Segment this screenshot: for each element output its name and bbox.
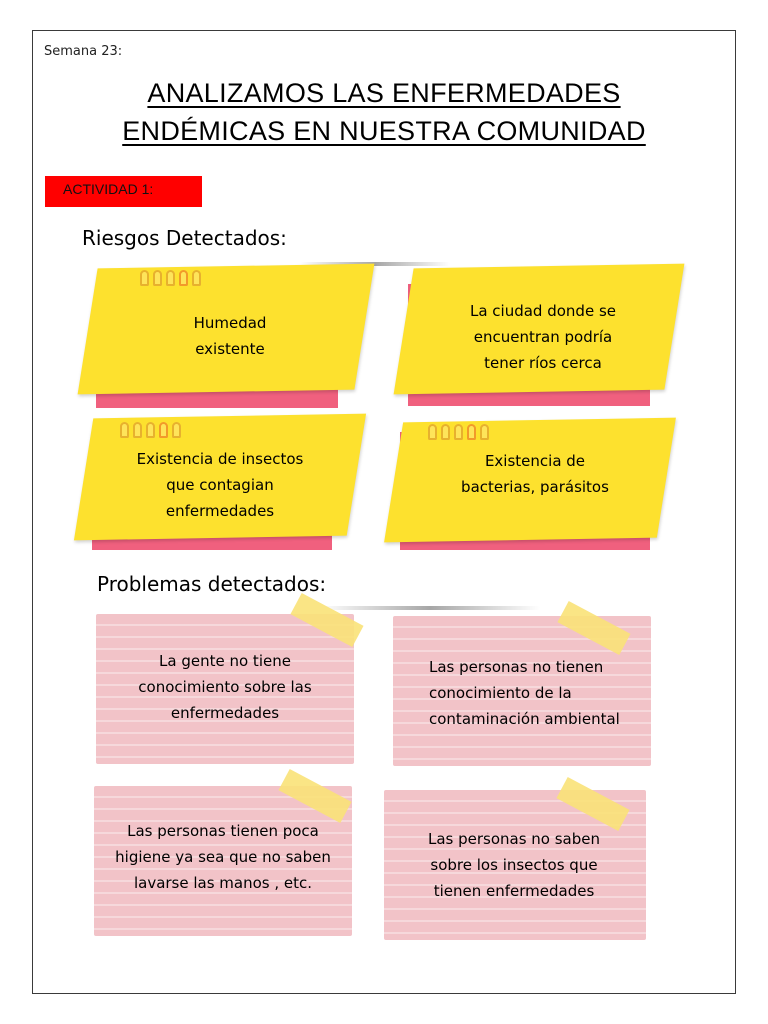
problem-note-line: higiene ya sea que no saben — [115, 848, 331, 866]
risk-note-line: Humedad — [193, 314, 267, 332]
risk-note-line: que contagian — [166, 476, 274, 494]
problem-note-4 — [384, 790, 646, 940]
problem-note-text — [429, 654, 649, 732]
risk-note-line: Existencia de — [484, 452, 586, 470]
problem-note-line: La gente no tiene — [159, 652, 291, 670]
paper-clips-icon — [428, 424, 489, 440]
problem-note-line: conocimiento sobre las — [138, 678, 312, 696]
problems-divider — [320, 606, 540, 610]
problem-note-line: enfermedades — [170, 704, 280, 722]
risk-note-2 — [398, 266, 683, 406]
problem-note-text — [106, 648, 344, 726]
risk-note-text — [440, 448, 630, 500]
problem-note-3 — [94, 786, 352, 936]
problem-note-line: Las personas no tienen — [429, 658, 604, 676]
problem-note-text — [96, 818, 350, 896]
risk-note-line: existente — [195, 340, 265, 358]
risks-heading: Riesgos Detectados: — [82, 226, 287, 250]
risk-note-line: enfermedades — [165, 502, 275, 520]
problem-note-line: conocimiento de la — [429, 684, 572, 702]
problems-heading: Problemas detectados: — [97, 572, 327, 596]
page-title-line-2: ENDÉMICAS EN NUESTRA COMUNIDAD — [122, 116, 646, 146]
activity-badge: ACTIVIDAD 1: — [45, 176, 202, 207]
risk-note-3 — [80, 412, 370, 550]
problem-note-line: tienen enfermedades — [433, 882, 595, 900]
paper-clips-icon — [140, 270, 201, 286]
risk-note-1 — [88, 264, 373, 408]
problem-note-1 — [96, 614, 354, 764]
week-label: Semana 23: — [44, 44, 123, 59]
paper-clips-icon — [120, 422, 181, 438]
risk-note-4 — [390, 414, 680, 550]
problem-note-line: sobre los insectos que — [430, 856, 598, 874]
risk-note-line: La ciudad donde se — [469, 302, 616, 320]
risk-note-line: Existencia de insectos — [136, 450, 304, 468]
risk-note-line: bacterias, parásitos — [461, 478, 609, 496]
risk-note-text — [110, 446, 330, 524]
risk-note-text — [140, 310, 320, 362]
risk-note-line: tener ríos cerca — [484, 354, 602, 372]
problem-note-line: Las personas tienen poca — [127, 822, 319, 840]
problem-note-line: contaminación ambiental — [429, 710, 620, 728]
problem-note-text — [404, 826, 624, 904]
problem-note-line: lavarse las manos , etc. — [133, 874, 313, 892]
risk-note-line: encuentran podría — [473, 328, 613, 346]
problem-note-2 — [393, 616, 651, 766]
page-title-line-1: ANALIZAMOS LAS ENFERMEDADES — [147, 78, 621, 108]
risk-note-text — [448, 298, 638, 376]
problem-note-line: Las personas no saben — [427, 830, 601, 848]
